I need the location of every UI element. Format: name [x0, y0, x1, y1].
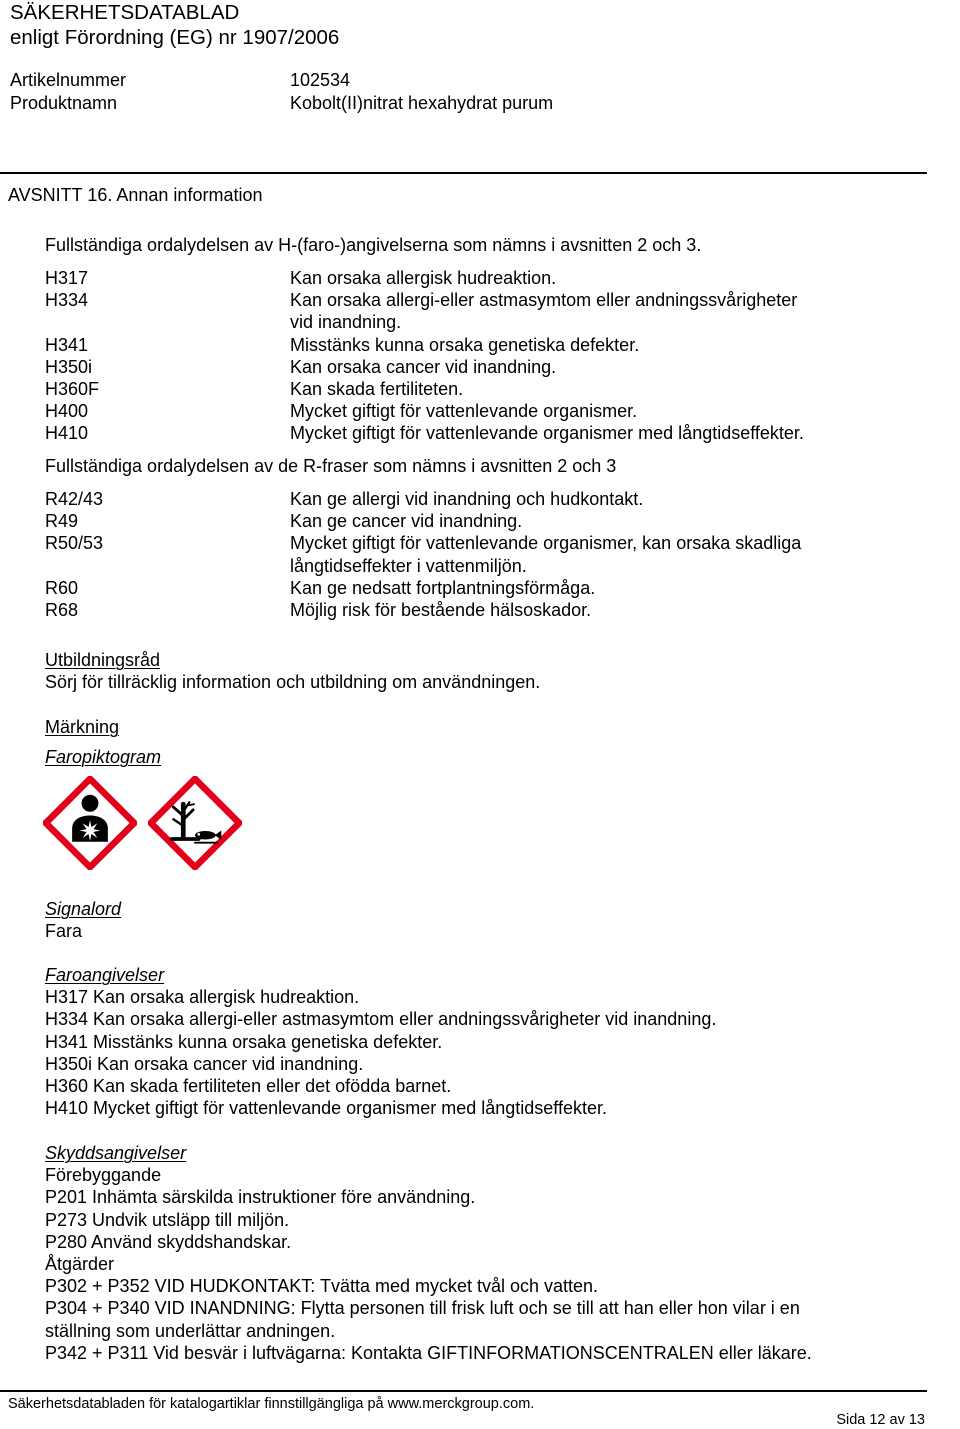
signal-word-block	[45, 898, 121, 942]
product-identification	[10, 69, 553, 115]
hazard-statement: H410 Mycket giftigt för vattenlevande organismer med långtidseffekter.	[45, 1098, 607, 1119]
training-heading: Utbildningsråd	[45, 650, 161, 670]
h-phrase-text	[290, 422, 804, 444]
h-phrase-row	[45, 334, 804, 356]
h-phrase-text	[290, 334, 639, 356]
hazard-statements-block	[45, 964, 716, 1119]
h-phrase-text-line: Mycket giftigt för vattenlevande organismer med långtidseffekter.	[290, 423, 804, 444]
r-phrase-row	[45, 599, 801, 621]
r-phrase-text	[290, 577, 595, 599]
r-phrases-heading: Fullständiga ordalydelsen av de R-fraser som nämns i avsnitten 2 och 3	[45, 456, 617, 476]
response-statement: P304 + P340 VID INANDNING: Flytta personen till frisk luft och se till att han eller hon vilar i en	[45, 1298, 800, 1319]
h-phrase-row	[45, 378, 804, 400]
h-phrase-text	[290, 378, 463, 400]
h-phrase-text	[290, 289, 797, 333]
r-phrase-text	[290, 510, 522, 532]
h-phrase-code: H341	[45, 334, 89, 355]
h-phrase-text-line: Kan orsaka allergi-eller astmasymtom eller andningssvårigheter	[290, 290, 798, 311]
article-number-label: Artikelnummer	[10, 70, 127, 90]
h-phrase-text-line: Kan skada fertiliteten.	[290, 378, 464, 399]
h-phrase-code: H400	[45, 401, 89, 422]
h-phrase-row	[45, 289, 804, 333]
r-phrase-text-line: Kan ge allergi vid inandning och hudkontakt.	[290, 489, 644, 509]
training-text: Sörj för tillräcklig information och utbildning om användningen.	[45, 672, 541, 693]
h-phrase-code: H410	[45, 423, 89, 444]
product-name-label: Produktnamn	[10, 93, 118, 113]
document-title: SÄKERHETSDATABLAD	[10, 1, 240, 24]
r-phrase-text-line: Kan ge cancer vid inandning.	[290, 511, 523, 532]
h-phrases-heading: Fullständiga ordalydelsen av H-(faro-)angivelserna som nämns i avsnitten 2 och 3.	[45, 235, 702, 255]
h-phrase-row	[45, 267, 804, 289]
labelling-heading: Märkning	[45, 717, 120, 737]
product-name-value: Kobolt(II)nitrat hexahydrat purum	[290, 93, 554, 113]
r-phrase-text	[290, 532, 801, 576]
h-phrases-list	[45, 267, 804, 445]
r-phrase-text	[290, 488, 643, 510]
r-phrase-text-line: Mycket giftigt för vattenlevande organismer, kan orsaka skadliga	[290, 533, 802, 554]
h-phrase-text	[290, 267, 556, 289]
document-header	[10, 0, 339, 50]
health-hazard-icon	[43, 776, 137, 870]
h-phrase-text-line: Mycket giftigt för vattenlevande organismer.	[290, 401, 638, 422]
h-phrase-code: H317	[45, 268, 89, 288]
r-phrase-text	[290, 599, 591, 621]
page-number: Sida 12 av 13	[836, 1412, 925, 1428]
h-phrase-text-line: Kan orsaka cancer vid inandning.	[290, 356, 557, 377]
labelling-heading-block	[45, 716, 119, 738]
response-statement: P302 + P352 VID HUDKONTAKT: Tvätta med mycket tvål och vatten.	[45, 1276, 599, 1297]
prevention-statement: P201 Inhämta särskilda instruktioner före användning.	[45, 1187, 476, 1208]
r-phrases-heading-block	[45, 455, 616, 477]
r-phrase-code: R50/53	[45, 533, 104, 554]
environment-icon	[148, 776, 242, 870]
h-phrase-text-line: Kan orsaka allergisk hudreaktion.	[290, 268, 557, 288]
hazard-statement: H350i Kan orsaka cancer vid inandning.	[45, 1053, 364, 1074]
signal-word: Fara	[45, 921, 83, 942]
response-statement: P342 + P311 Vid besvär i luftvägarna: Kontakta GIFTINFORMATIONSCENTRALEN eller läkare.	[45, 1342, 812, 1363]
h-phrase-code: H350i	[45, 356, 93, 377]
training-block	[45, 649, 540, 693]
product-name-row	[10, 92, 553, 115]
section-title: AVSNITT 16. Annan information	[8, 185, 263, 205]
prevention-statement: P280 Använd skyddshandskar.	[45, 1231, 292, 1252]
hazard-statement: H360 Kan skada fertiliteten eller det ofödda barnet.	[45, 1075, 452, 1096]
h-phrase-text-line: vid inandning.	[290, 312, 402, 333]
hazard-statement: H341 Misstänks kunna orsaka genetiska defekter.	[45, 1031, 443, 1052]
footer-note: Säkerhetsdatabladen för katalogartiklar finnstillgängliga på www.merckgroup.com.	[8, 1396, 535, 1412]
article-number-value: 102534	[290, 70, 351, 90]
r-phrases-list	[45, 488, 801, 621]
h-phrase-row	[45, 400, 804, 422]
prevention-heading: Förebyggande	[45, 1165, 162, 1186]
response-statement-continued: ställning som underlättar andningen.	[45, 1320, 336, 1341]
pictograms-heading-block	[45, 746, 161, 768]
prevention-statement: P273 Undvik utsläpp till miljön.	[45, 1209, 290, 1230]
r-phrase-text-line: långtidseffekter i vattenmiljön.	[290, 555, 527, 576]
pictograms-heading: Faropiktogram	[45, 747, 162, 767]
hazard-statement: H334 Kan orsaka allergi-eller astmasymtom eller andningssvårigheter vid inandning.	[45, 1009, 717, 1030]
precautionary-heading: Skyddsangivelser	[45, 1143, 187, 1163]
h-phrase-text-line: Misstänks kunna orsaka genetiska defekter.	[290, 334, 640, 355]
r-phrase-code: R49	[45, 511, 79, 532]
signal-word-heading: Signalord	[45, 899, 122, 919]
r-phrase-text-line: Möjlig risk för bestående hälsoskador.	[290, 599, 592, 620]
r-phrase-row	[45, 488, 801, 510]
r-phrase-code: R60	[45, 577, 79, 598]
h-phrase-code: H360F	[45, 378, 100, 399]
r-phrase-code: R42/43	[45, 489, 104, 509]
hazard-statements-heading: Faroangivelser	[45, 965, 165, 985]
h-phrase-row	[45, 422, 804, 444]
h-phrase-row	[45, 356, 804, 378]
hazard-statement: H317 Kan orsaka allergisk hudreaktion.	[45, 987, 360, 1008]
footer-divider	[0, 1390, 927, 1392]
r-phrase-row	[45, 532, 801, 576]
h-phrases-heading-block	[45, 234, 701, 256]
h-phrase-code: H334	[45, 290, 89, 311]
h-phrase-text	[290, 400, 637, 422]
precautionary-statements-block	[45, 1142, 812, 1364]
regulation-subtitle: enligt Förordning (EG) nr 1907/2006	[10, 26, 340, 49]
r-phrase-row	[45, 577, 801, 599]
r-phrase-text-line: Kan ge nedsatt fortplantningsförmåga.	[290, 577, 596, 598]
r-phrase-row	[45, 510, 801, 532]
section-title-block	[8, 184, 262, 206]
article-number-row	[10, 69, 553, 92]
header-divider	[0, 172, 927, 174]
h-phrase-text	[290, 356, 556, 378]
response-heading: Åtgärder	[45, 1253, 115, 1274]
r-phrase-code: R68	[45, 599, 79, 620]
